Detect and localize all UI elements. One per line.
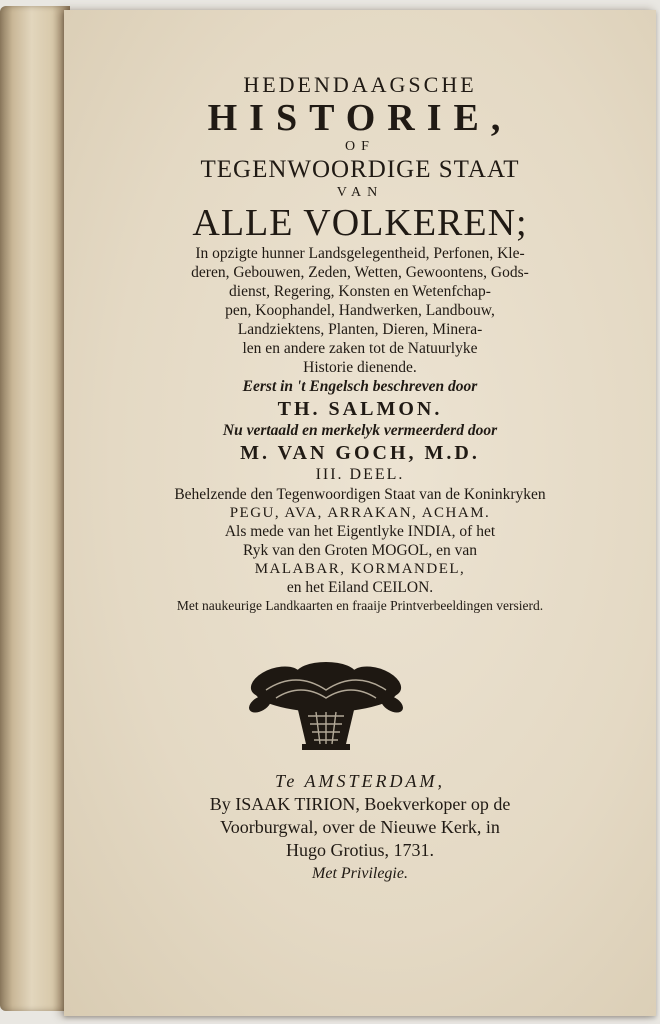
written-by: Eerst in 't Engelsch beschreven door <box>242 378 478 395</box>
description-line: Landziektens, Planten, Dieren, Minera- <box>237 321 483 338</box>
imprint-line: Te AMSTERDAM, <box>274 771 445 791</box>
contents-line: Als mede van het Eigentlyke INDIA, of het <box>224 523 496 540</box>
title-page-text <box>64 72 656 615</box>
maps-note: Met naukeurige Landkaarten en fraaije Printverbeeldingen versierd. <box>176 598 544 613</box>
title-line-1: HEDENDAAGSCHE <box>243 72 477 97</box>
title-line-6: ALLE VOLKEREN; <box>192 202 528 244</box>
volume-label: III. DEEL. <box>315 466 405 483</box>
description-line: len en andere zaken tot de Natuurlyke <box>242 340 478 357</box>
description-line: In opzigte hunner Landsgelegentheid, Perfonen, Kle- <box>195 245 525 262</box>
imprint-line: By ISAAK TIRION, Boekverkoper op de <box>209 794 511 814</box>
contents-line: Behelzende den Tegenwoordigen Staat van de Koninkryken <box>174 486 546 503</box>
title-line-4: TEGENWOORDIGE STAAT <box>200 156 520 183</box>
description-line: Historie dienende. <box>303 359 417 376</box>
contents-line: en het Eiland CEILON. <box>286 579 434 596</box>
translated-by: Nu vertaald en merkelyk vermeerderd door <box>222 422 498 439</box>
author-name: TH. SALMON. <box>277 398 443 420</box>
title-line-5: VAN <box>336 185 384 200</box>
contents-line: PEGU, AVA, ARRAKAN, ACHAM. <box>229 505 491 521</box>
title-line-3: OF <box>345 139 375 154</box>
description-line: dienst, Regering, Konsten en Wetenfchap- <box>229 283 491 300</box>
title-page <box>64 10 656 1016</box>
imprint-line: Voorburgwal, over de Nieuwe Kerk, in <box>220 817 500 837</box>
imprint-line: Hugo Grotius, 1731. <box>286 840 434 860</box>
imprint <box>64 770 656 885</box>
description-line: pen, Koophandel, Handwerken, Landbouw, <box>225 302 495 319</box>
contents-line: Ryk van den Groten MOGOL, en van <box>243 542 477 559</box>
translator-name: M. VAN GOCH, M.D. <box>240 442 480 464</box>
book-spine <box>0 6 70 1011</box>
title-line-2: HISTORIE, <box>207 97 513 139</box>
floral-basket-ornament-icon <box>246 660 406 756</box>
contents-line: MALABAR, KORMANDEL, <box>254 561 466 577</box>
imprint-line: Met Privilegie. <box>312 865 408 882</box>
description-line: deren, Gebouwen, Zeden, Wetten, Gewoontens, Gods- <box>191 264 529 281</box>
